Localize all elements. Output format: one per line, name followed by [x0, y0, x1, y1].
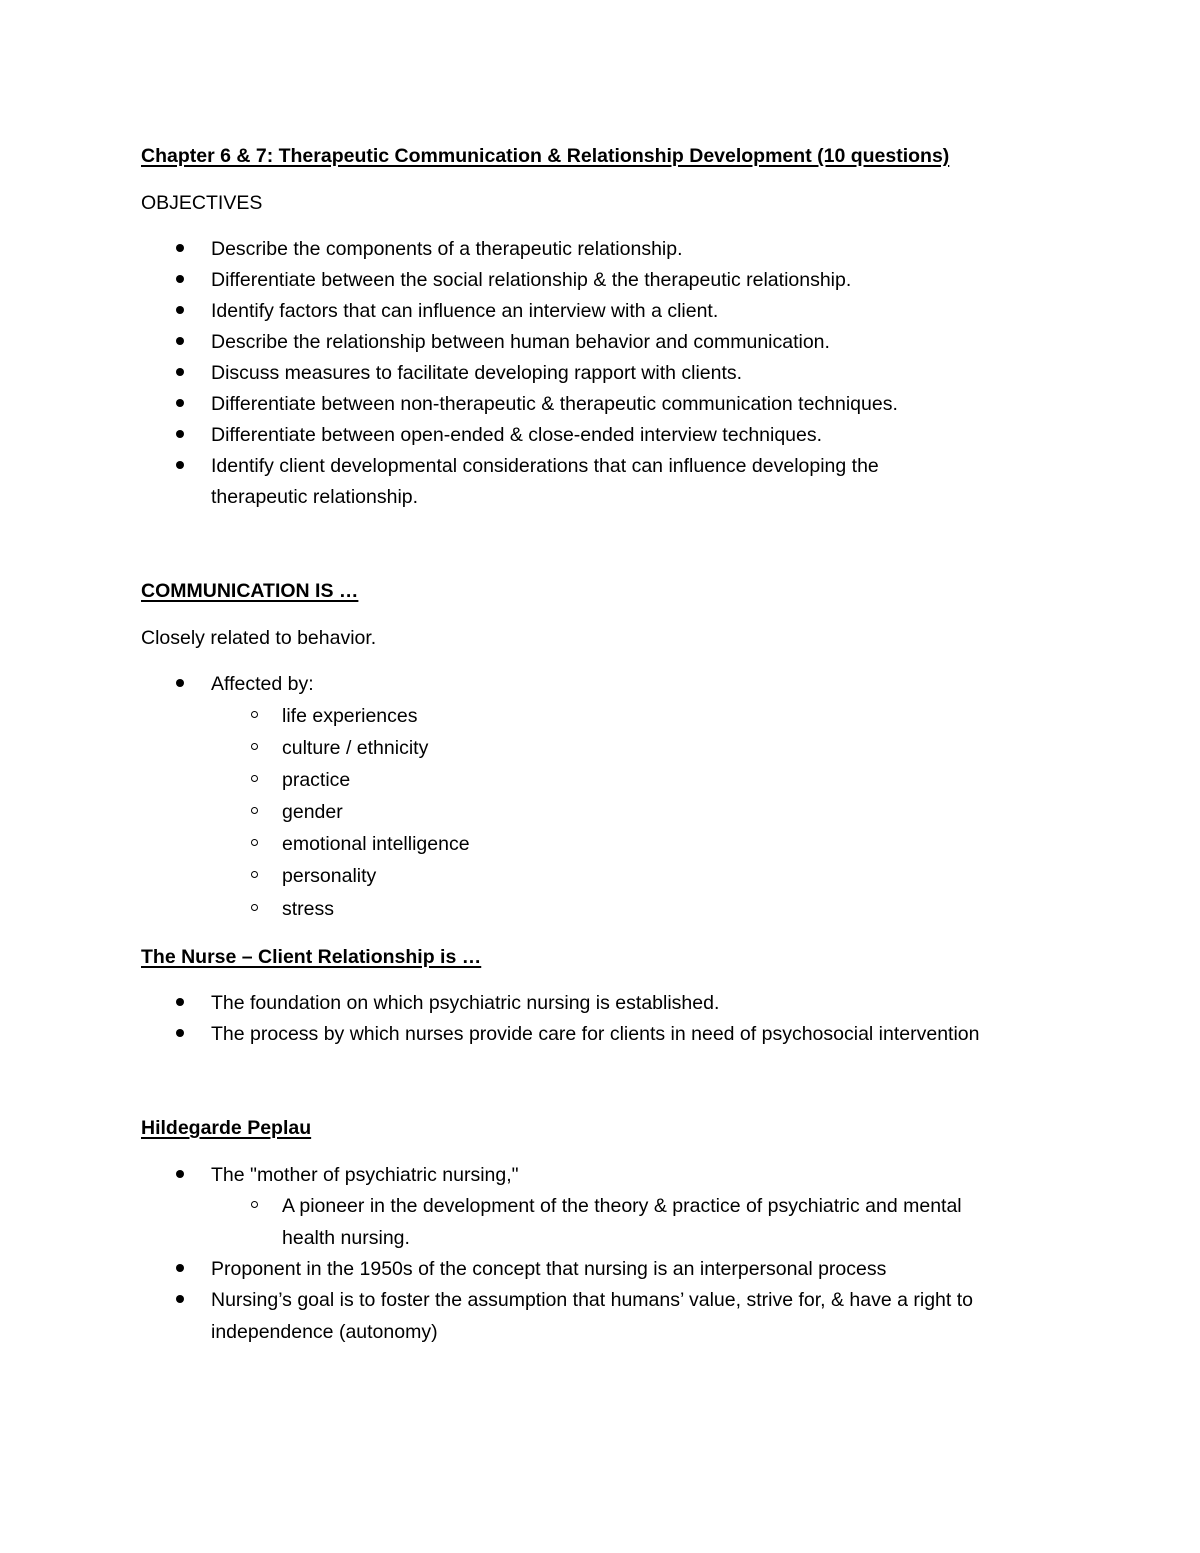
sub-list-item: stress: [282, 898, 335, 920]
sub-list-item: personality: [282, 865, 377, 887]
sub-list-item: practice: [282, 769, 351, 791]
bullet-icon: [176, 679, 184, 687]
list-item: The foundation on which psychiatric nursing is established.: [211, 992, 720, 1014]
bullet-icon: [176, 461, 184, 469]
communication-intro: Closely related to behavior.: [141, 627, 377, 649]
bullet-icon: [176, 244, 184, 252]
sub-bullet-icon: [251, 743, 258, 750]
list-item: Affected by:: [211, 673, 314, 695]
sub-bullet-icon: [251, 871, 258, 878]
nurse-client-heading: The Nurse – Client Relationship is …: [141, 946, 482, 968]
sub-bullet-icon: [251, 775, 258, 782]
sub-bullet-icon: [251, 1201, 258, 1208]
sub-list-item: culture / ethnicity: [282, 737, 429, 759]
list-item: The "mother of psychiatric nursing,": [211, 1164, 519, 1186]
bullet-icon: [176, 306, 184, 314]
list-item: Describe the relationship between human behavior and communication.: [211, 331, 830, 353]
sub-list-item: life experiences: [282, 705, 418, 727]
list-item: Differentiate between open-ended & close-ended interview techniques.: [211, 424, 823, 446]
list-item: Identify factors that can influence an interview with a client.: [211, 300, 719, 322]
list-item: The process by which nurses provide care for clients in need of psychosocial intervention: [211, 1023, 980, 1045]
list-item-continuation: independence (autonomy): [211, 1321, 438, 1343]
chapter-title: Chapter 6 & 7: Therapeutic Communication & Relationship Development (10 questions): [141, 145, 950, 167]
list-item: Differentiate between the social relationship & the therapeutic relationship.: [211, 269, 852, 291]
sub-list-item-continuation: health nursing.: [282, 1227, 410, 1249]
bullet-icon: [176, 399, 184, 407]
bullet-icon: [176, 430, 184, 438]
sub-list-item: A pioneer in the development of the theory & practice of psychiatric and mental: [282, 1195, 962, 1217]
bullet-icon: [176, 1295, 184, 1303]
list-item: Discuss measures to facilitate developing rapport with clients.: [211, 362, 743, 384]
bullet-icon: [176, 998, 184, 1006]
peplau-heading: Hildegarde Peplau: [141, 1117, 312, 1139]
communication-heading: COMMUNICATION IS …: [141, 580, 359, 602]
bullet-icon: [176, 1029, 184, 1037]
sub-list-item: gender: [282, 801, 343, 823]
list-item: Proponent in the 1950s of the concept that nursing is an interpersonal process: [211, 1258, 887, 1280]
bullet-icon: [176, 275, 184, 283]
list-item: Nursing’s goal is to foster the assumption that humans’ value, strive for, & have a right to: [211, 1289, 973, 1311]
list-item: Differentiate between non-therapeutic & therapeutic communication techniques.: [211, 393, 898, 415]
list-item: Describe the components of a therapeutic relationship.: [211, 238, 683, 260]
sub-bullet-icon: [251, 807, 258, 814]
objectives-label: OBJECTIVES: [141, 192, 263, 214]
bullet-icon: [176, 1170, 184, 1178]
list-item: Identify client developmental considerations that can influence developing the: [211, 455, 879, 477]
sub-bullet-icon: [251, 904, 258, 911]
bullet-icon: [176, 1264, 184, 1272]
bullet-icon: [176, 368, 184, 376]
sub-bullet-icon: [251, 711, 258, 718]
sub-list-item: emotional intelligence: [282, 833, 470, 855]
bullet-icon: [176, 337, 184, 345]
sub-bullet-icon: [251, 839, 258, 846]
list-item-continuation: therapeutic relationship.: [211, 486, 419, 508]
